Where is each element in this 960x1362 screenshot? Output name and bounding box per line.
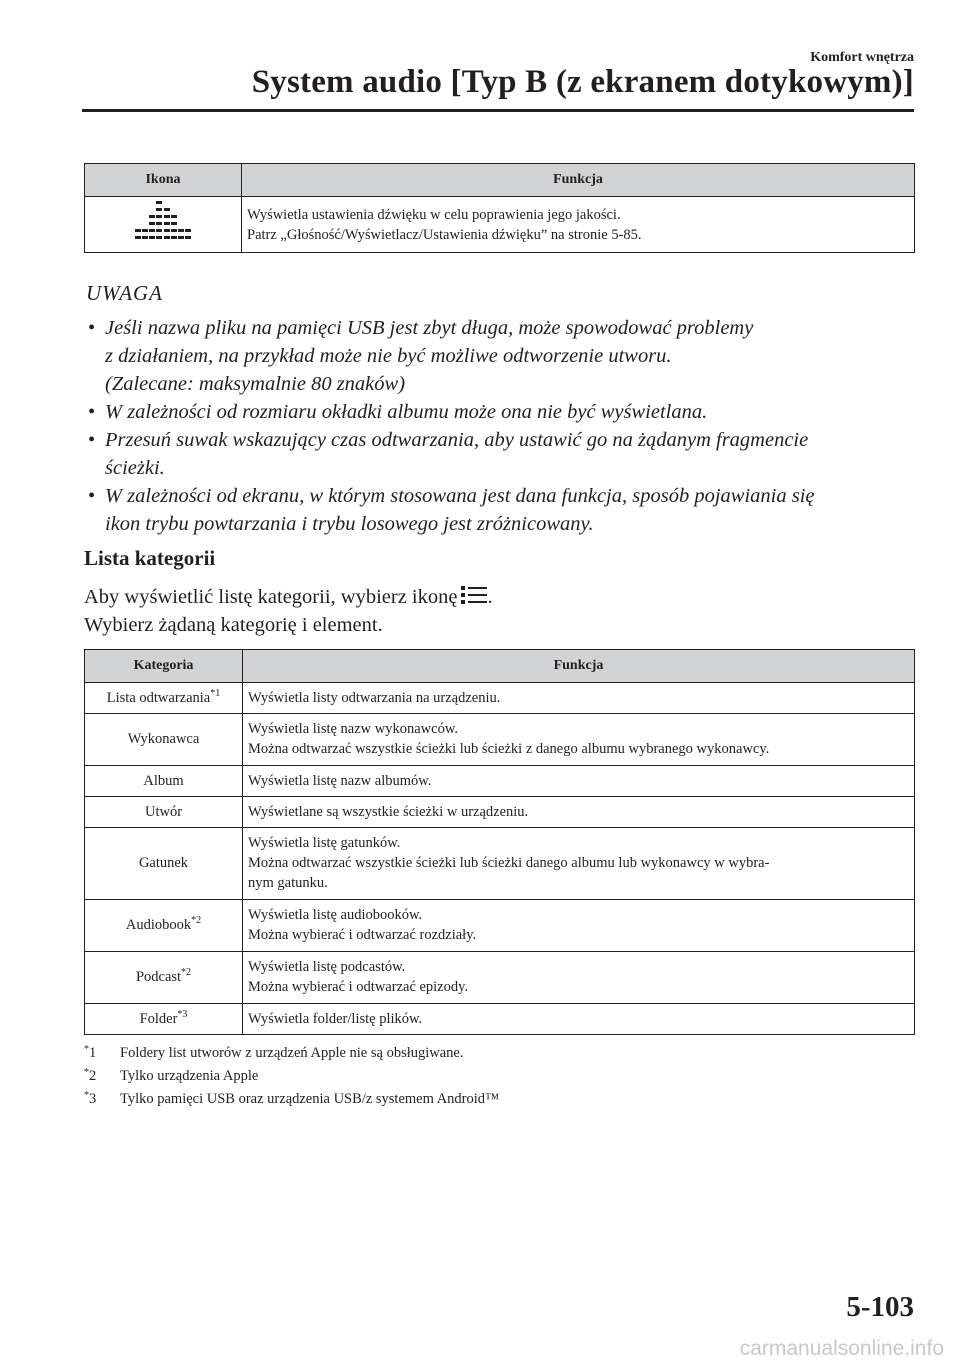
category-cell [85, 683, 243, 714]
footnote-asterisk: * [84, 1044, 89, 1055]
table-row [85, 828, 915, 900]
header-divider [82, 109, 914, 112]
note-list [82, 314, 922, 538]
bullet-icon: • [88, 317, 96, 339]
footnote-number: 3 [89, 1091, 97, 1107]
function-line: Wyświetla listy odtwarzania na urządzeniu. [248, 690, 501, 706]
footnote-marker [84, 1089, 120, 1110]
footnote-text: Foldery list utworów z urządzeń Apple nie są obsługiwane. [120, 1045, 464, 1061]
table-row [85, 766, 915, 797]
note-line: (Zalecane: maksymalnie 80 znaków) [105, 373, 406, 395]
function-line: Wyświetla listę gatunków. [248, 835, 401, 851]
category-cell [85, 766, 243, 797]
table-header-row [85, 164, 915, 197]
function-line: Wyświetla ustawienia dźwięku w celu poprawienia jego jakości. [247, 207, 621, 223]
icon-cell [85, 197, 242, 253]
column-header-icon: Ikona [85, 164, 242, 197]
note-line: ikon trybu powtarzania i trybu losowego jest zróżnicowany. [105, 513, 594, 535]
function-cell [243, 797, 915, 828]
note-line: W zależności od rozmiaru okładki albumu może ona nie być wyświetlana. [105, 401, 708, 423]
function-line: Można odtwarzać wszystkie ścieżki lub ścieżki danego albumu lub wykonawcy w wybra- [248, 855, 770, 871]
instruction-paragraph: Wybierz żądaną kategorię i element. [84, 614, 383, 636]
footnote-ref: *3 [177, 1008, 188, 1020]
table-row [85, 1004, 915, 1035]
function-line: Wyświetla listę audiobooków. [248, 907, 423, 923]
category-label: Gatunek [138, 855, 189, 871]
function-cell [242, 197, 915, 253]
function-cell [243, 683, 915, 714]
footnote-item [84, 1089, 499, 1110]
note-item [82, 482, 922, 538]
note-line: W zależności od ekranu, w którym stosowana jest dana funkcja, sposób pojawiania się [105, 485, 815, 507]
table-header-row [85, 650, 915, 683]
bullet-icon: • [88, 429, 96, 451]
function-cell [243, 714, 915, 766]
note-line: ścieżki. [105, 457, 165, 479]
instruction-text-end: . [487, 586, 493, 608]
function-line: Wyświetla folder/listę plików. [248, 1011, 423, 1027]
table-row [85, 900, 915, 952]
note-item [82, 426, 922, 482]
category-label: Wykonawca [127, 731, 200, 747]
category-label: Podcast [135, 969, 182, 985]
page-number: 5-103 [846, 1291, 914, 1323]
category-label: Lista odtwarzania [106, 689, 211, 706]
footnote-marker [84, 1043, 120, 1064]
section-heading: Lista kategorii [84, 546, 216, 570]
category-cell [85, 900, 243, 952]
table-row [85, 952, 915, 1004]
function-line: Wyświetla listę nazw albumów. [248, 773, 432, 789]
equalizer-icon [135, 199, 191, 250]
instruction-text: Aby wyświetlić listę kategorii, wybierz ikonę [84, 586, 458, 608]
footnote-text: Tylko pamięci USB oraz urządzenia USB/z systemem Android™ [120, 1091, 500, 1107]
function-line: Wyświetla listę podcastów. [248, 959, 406, 975]
category-label: Utwór [144, 803, 183, 820]
function-line: nym gatunku. [248, 875, 328, 891]
footnote-ref: *2 [181, 967, 192, 978]
column-header-function: Funkcja [242, 164, 915, 197]
function-cell [243, 952, 915, 1004]
footnote-asterisk: * [84, 1090, 89, 1101]
table-row [85, 197, 915, 253]
table-row [85, 714, 915, 766]
note-line: Jeśli nazwa pliku na pamięci USB jest zbyt długa, może spowodować problemy [105, 317, 754, 339]
note-item [82, 314, 922, 398]
function-line: Można odtwarzać wszystkie ścieżki lub ścieżki z danego albumu wybranego wykonawcy. [248, 741, 770, 757]
footnote-asterisk: * [84, 1067, 89, 1078]
footnote-number: 2 [89, 1068, 97, 1084]
category-cell [85, 952, 243, 1004]
watermark: carmanualsonline.info [739, 1337, 944, 1360]
note-line: Przesuń suwak wskazujący czas odtwarzania, aby ustawić go na żądanym fragmencie [105, 429, 809, 451]
function-line: Można wybierać i odtwarzać epizody. [248, 979, 469, 995]
function-cell [243, 900, 915, 952]
instruction-paragraph [84, 583, 493, 613]
bullet-icon: • [88, 401, 96, 423]
function-line: Wyświetlane są wszystkie ścieżki w urządzeniu. [248, 804, 529, 820]
function-line: Patrz „Głośność/Wyświetlacz/Ustawienia dźwięku” na stronie 5-85. [247, 227, 642, 243]
category-cell [85, 797, 243, 828]
category-cell [85, 1004, 243, 1035]
function-cell [243, 1004, 915, 1035]
footnote-number: 1 [89, 1045, 97, 1061]
footnotes [84, 1043, 499, 1112]
category-label: Folder [139, 1010, 178, 1027]
column-header-category: Kategoria [85, 650, 243, 683]
footnote-text: Tylko urządzenia Apple [120, 1068, 259, 1084]
function-cell [243, 766, 915, 797]
function-cell [243, 828, 915, 900]
footnote-ref: *2 [191, 915, 202, 926]
category-table [84, 649, 915, 1035]
column-header-function: Funkcja [243, 650, 915, 683]
note-heading: UWAGA [86, 281, 164, 305]
category-label: Audiobook [125, 917, 192, 933]
category-label: Album [143, 772, 184, 789]
category-cell [85, 714, 243, 766]
function-line: Wyświetla listę nazw wykonawców. [248, 721, 458, 737]
table-row [85, 797, 915, 828]
page-title: System audio [Typ B (z ekranem dotykowym)] [251, 64, 914, 100]
note-item [82, 398, 922, 426]
bullet-icon: • [88, 485, 96, 507]
footnote-item [84, 1043, 499, 1064]
footnote-marker [84, 1066, 120, 1087]
section-title: Komfort wnętrza [810, 50, 914, 65]
list-icon [461, 585, 487, 613]
icon-function-table [84, 163, 915, 253]
note-line: z działaniem, na przykład może nie być możliwe odtworzenie utworu. [105, 345, 672, 367]
table-row [85, 683, 915, 714]
footnote-item [84, 1066, 499, 1087]
function-line: Można wybierać i odtwarzać rozdziały. [248, 927, 477, 943]
footnote-ref: *1 [210, 687, 221, 699]
category-cell [85, 828, 243, 900]
